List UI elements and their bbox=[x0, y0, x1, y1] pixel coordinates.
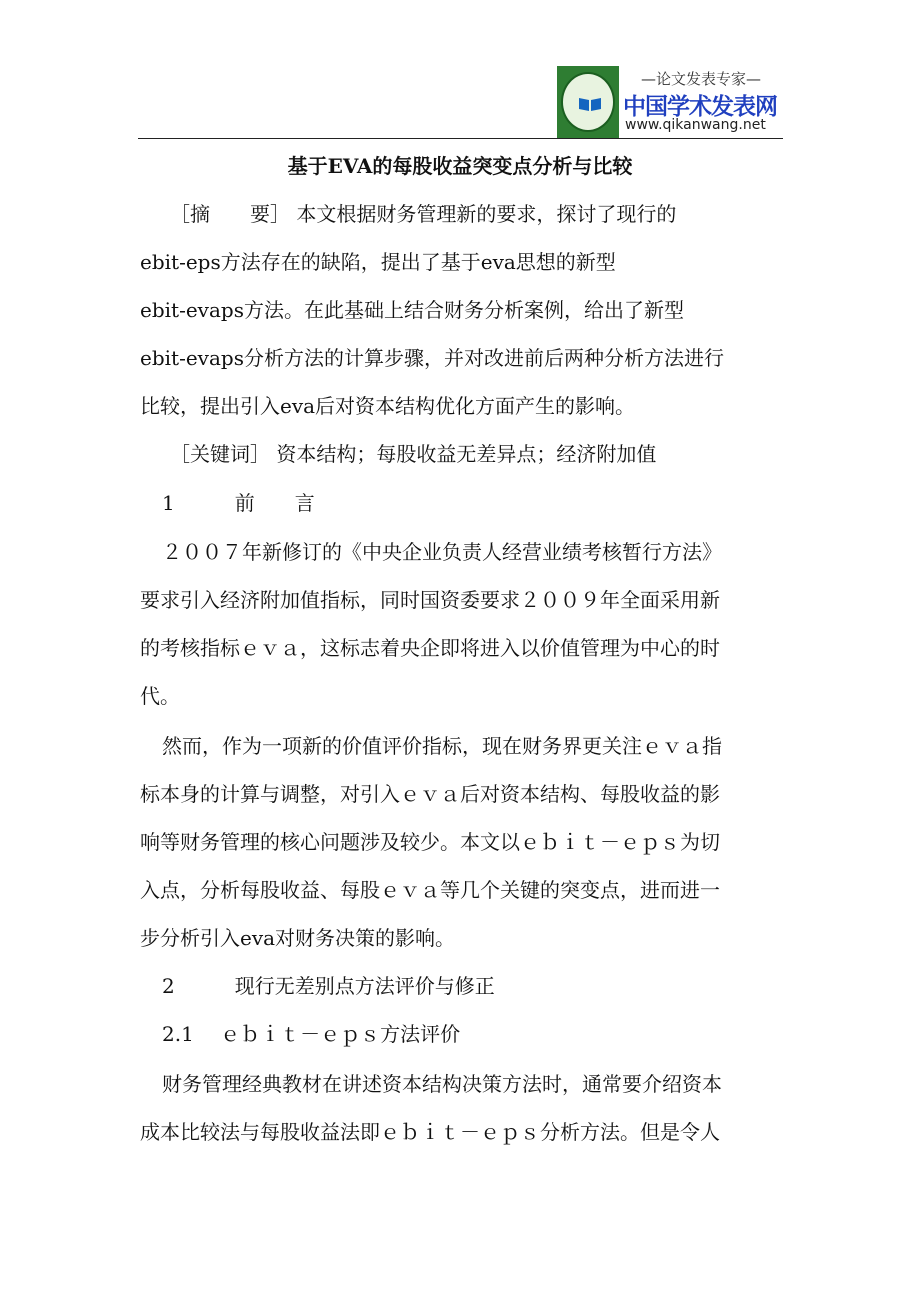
section-heading-2: 2 现行无差别点方法评价与修正 bbox=[162, 974, 495, 998]
keywords-line: ［关键词］ 资本结构；每股收益无差异点；经济附加值 bbox=[170, 442, 657, 466]
logo-brand-name: 中国学术发表网 bbox=[623, 94, 777, 120]
abstract-line: ebit-eps方法存在的缺陷，提出了基于eva思想的新型 bbox=[140, 250, 616, 274]
logo-slogan: —论文发表专家— bbox=[640, 70, 761, 88]
paragraph-line: 然而，作为一项新的价值评价指标，现在财务界更关注ｅｖａ指 bbox=[162, 734, 722, 758]
paragraph-line: 步分析引入eva对财务决策的影响。 bbox=[140, 926, 456, 950]
abstract-line: ［摘 要］ 本文根据财务管理新的要求，探讨了现行的 bbox=[170, 202, 677, 226]
paragraph-line: 标本身的计算与调整，对引入ｅｖａ后对资本结构、每股收益的影 bbox=[140, 782, 720, 806]
paragraph-line: 响等财务管理的核心问题涉及较少。本文以ｅｂｉｔ－ｅｐｓ为切 bbox=[140, 830, 720, 854]
abstract-line: 比较，提出引入eva后对资本结构优化方面产生的影响。 bbox=[140, 394, 636, 418]
abstract-line: ebit-evaps方法。在此基础上结合财务分析案例，给出了新型 bbox=[140, 298, 684, 322]
header-divider bbox=[138, 138, 783, 139]
paragraph-line: 入点，分析每股收益、每股ｅｖａ等几个关键的突变点，进而进一 bbox=[140, 878, 720, 902]
seal-emblem bbox=[557, 66, 619, 138]
paragraph-line: 代。 bbox=[140, 684, 180, 708]
paragraph-line: 的考核指标ｅｖａ，这标志着央企即将进入以价值管理为中心的时 bbox=[140, 636, 720, 660]
paragraph-line: ２００７年新修订的《中央企业负责人经营业绩考核暂行方法》 bbox=[162, 540, 722, 564]
book-icon bbox=[578, 96, 602, 112]
section-heading-1: 1 前 言 bbox=[162, 491, 315, 515]
logo-url: www.qikanwang.net bbox=[625, 117, 766, 133]
paragraph-line: 成本比较法与每股收益法即ｅｂｉｔ－ｅｐｓ分析方法。但是令人 bbox=[140, 1120, 720, 1144]
paragraph-line: 要求引入经济附加值指标，同时国资委要求２００９年全面采用新 bbox=[140, 588, 720, 612]
site-logo bbox=[557, 66, 781, 138]
article-title: 基于EVA的每股收益突变点分析与比较 bbox=[287, 154, 633, 178]
paragraph-line: 财务管理经典教材在讲述资本结构决策方法时，通常要介绍资本 bbox=[162, 1072, 722, 1096]
subsection-heading-2-1: 2.1 ｅｂｉｔ－ｅｐｓ方法评价 bbox=[162, 1022, 461, 1046]
abstract-line: ebit-evaps分析方法的计算步骤，并对改进前后两种分析方法进行 bbox=[140, 346, 724, 370]
